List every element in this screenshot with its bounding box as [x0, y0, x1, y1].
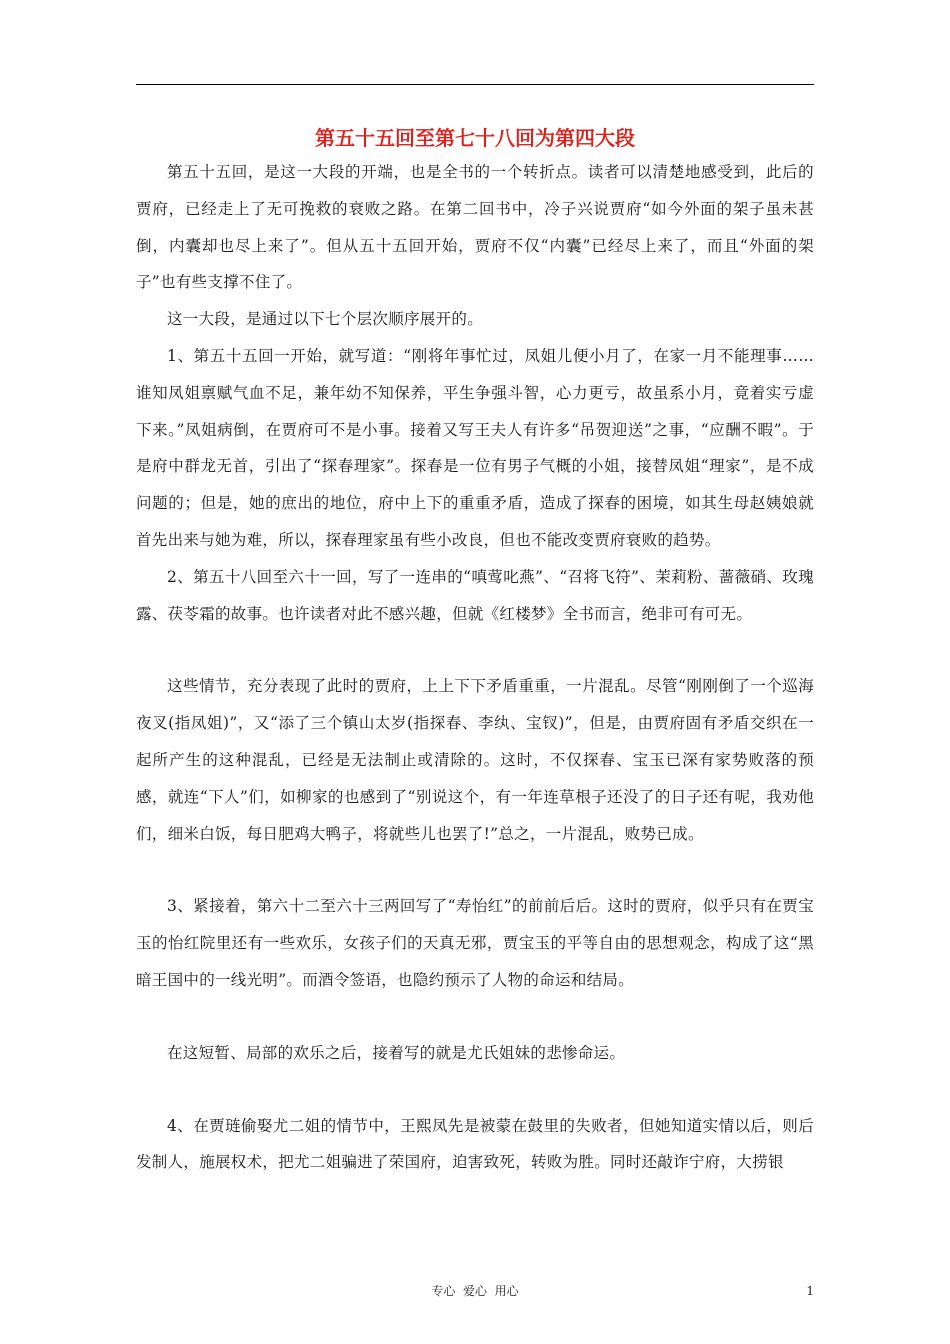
document-title: 第五十五回至第七十八回为第四大段 — [315, 126, 635, 150]
paragraph-transition: 在这短暂、局部的欢乐之后，接着写的就是尤氏姐妹的悲惨命运。 — [167, 1043, 626, 1062]
paragraph-chaos: 这些情节，充分表现了此时的贾府，上上下下矛盾重重，一片混乱。尽管“刚刚倒了一个巡海夜叉(指凤姐)”，又“添了三个镇山太岁(指探春、李纨、宝钗)”，但是，由贾府固有矛盾交织在一起所产生的这种混乱，已经是无法制止或清除的。这时，不仅探春、宝玉已深有家势败落的预感，就连“下人”们，如柳家的也感到了“别说这个，有一年连草根子还没了的日子还有呢，我劝他们，细米白饭，每日肥鸡大鸭子，将就些儿也罢了!”总之，一片混乱，败势已成。 — [136, 677, 814, 843]
paragraph-intro: 第五十五回，是这一大段的开端，也是全书的一个转折点。读者可以清楚地感受到，此后的贾府，已经走上了无可挽救的衰败之路。在第二回书中，冷子兴说贾府“如今外面的架子虽未甚倒，内囊却也尽上来了”。但从五十五回开始，贾府不仅“内囊”已经尽上来了，而且“外面的架子”也有些支撑不住了。 — [136, 163, 814, 292]
document-body — [136, 154, 814, 1181]
paragraph-overview: 这一大段，是通过以下七个层次顺序展开的。 — [167, 310, 484, 329]
header-rule — [136, 84, 814, 85]
page-number: 1 — [806, 1284, 814, 1298]
paragraph-section-4: 4、在贾琏偷娶尤二姐的情节中，王熙凤先是被蒙在鼓里的失败者，但她知道实情以后，则后发制人，施展权术，把尤二姐骗进了荣国府，迫害致死，转败为胜。同时还敲诈宁府，大捞银 — [136, 1116, 814, 1172]
paragraph-section-3: 3、紧接着，第六十二至六十三两回写了“寿怡红”的前前后后。这时的贾府，似乎只有在贾宝玉的怡红院里还有一些欢乐，女孩子们的天真无邪，贾宝玉的平等自由的思想观念，构成了这“黑暗王国中的一线光明”。而酒令签语，也隐约预示了人物的命运和结局。 — [136, 897, 814, 989]
paragraph-section-2: 2、第五十八回至六十一回，写了一连串的“嗔莺叱燕”、“召将飞符”、茉莉粉、蔷薇硝、玫瑰露、茯苓霜的故事。也许读者对此不感兴趣，但就《红楼梦》全书而言，绝非可有可无。 — [136, 567, 814, 623]
paragraph-section-1: 1、第五十五回一开始，就写道：“刚将年事忙过，凤姐儿便小月了，在家一月不能理事……谁知凤姐禀赋气血不足，兼年幼不知保养，平生争强斗智，心力更亏，故虽系小月，竟着实亏虚下来。”凤姐病倒，在贾府可不是小事。接着又写王夫人有许多“吊贺迎送”之事，“应酬不暇”。于是府中群龙无首，引出了“探春理家”。探春是一位有男子气概的小姐，接替凤姐“理家”，是不成问题的；但是，她的庶出的地位，府中上下的重重矛盾，造成了探春的困境，如其生母赵姨娘就首先出来与她为难，所以，探春理家虽有些小改良，但也不能改变贾府衰败的趋势。 — [136, 346, 814, 549]
footer-motto: 专心 爱心 用心 — [431, 1284, 519, 1298]
